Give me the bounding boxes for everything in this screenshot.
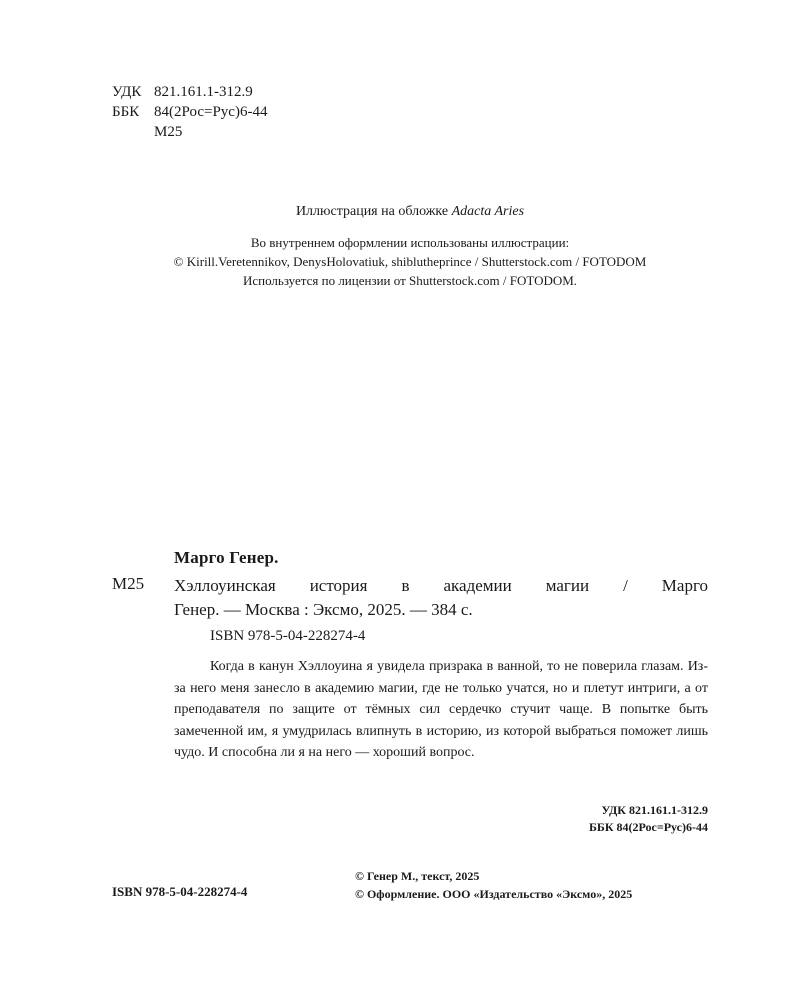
entry-author-mark: М25 (112, 574, 145, 593)
entry-title-line-1: Хэллоуинская история в академии магии / Марго (174, 576, 708, 595)
footer-isbn: ISBN 978-5-04-228274-4 (112, 884, 248, 899)
annotation (174, 656, 708, 764)
entry-author: Марго Генер. (174, 548, 279, 567)
entry-isbn: ISBN 978-5-04-228274-4 (210, 628, 366, 644)
credits-line-3: Используется по лицензии от Shutterstock.com / FOTODOM. (242, 273, 578, 288)
udk-label: УДК (112, 84, 142, 100)
cover-credit-text: Иллюстрация на обложке (295, 204, 452, 219)
entry-title-line-2: Генер. — Москва : Эксмо, 2025. — 384 с. (174, 600, 473, 619)
copyright-text: © Генер М., текст, 2025 (355, 869, 480, 883)
credits-line-2: © Kirill.Veretennikov, DenysHolovatiuk, shiblutheprince / Shutterstock.com / FOTODOM (173, 254, 647, 269)
credits-line-1: Во внутреннем оформлении использованы иллюстрации: (250, 235, 570, 250)
udk-value: 821.161.1-312.9 (154, 84, 253, 100)
classification-bottom (0, 802, 708, 836)
annotation-text: Когда в канун Хэллоуина я увидела призрака в ванной, то не поверила глазам. Из-за него меня занесло в академию магии, где не только учатся, но и плетут интриги, а от преподавателя по защите от тёмных сил сердечко стучит чаще. В попытке быть замеченной им, я умудрилась влипнуть в историю, из которой выбраться поможет лишь чудо. И способна ли я на него — хороший вопрос. (174, 659, 708, 760)
cover-illustration-credit (0, 204, 800, 220)
cover-artist-name: Adacta Aries (451, 204, 525, 219)
bbk-row (112, 102, 267, 122)
classification-block (112, 82, 267, 142)
bbk-value: 84(2Рос=Рус)6-44 (154, 104, 268, 120)
udk-row (112, 82, 267, 102)
bbk-label: ББК (112, 104, 140, 120)
bbk-bottom: ББК 84(2Рос=Рус)6-44 (588, 820, 708, 834)
author-mark: М25 (154, 124, 183, 140)
interior-illustration-credits (0, 233, 800, 290)
udk-bottom: УДК 821.161.1-312.9 (601, 803, 708, 817)
copyright-block (355, 867, 632, 903)
copyright-design: © Оформление. ООО «Издательство «Эксмо», 2025 (355, 887, 633, 901)
